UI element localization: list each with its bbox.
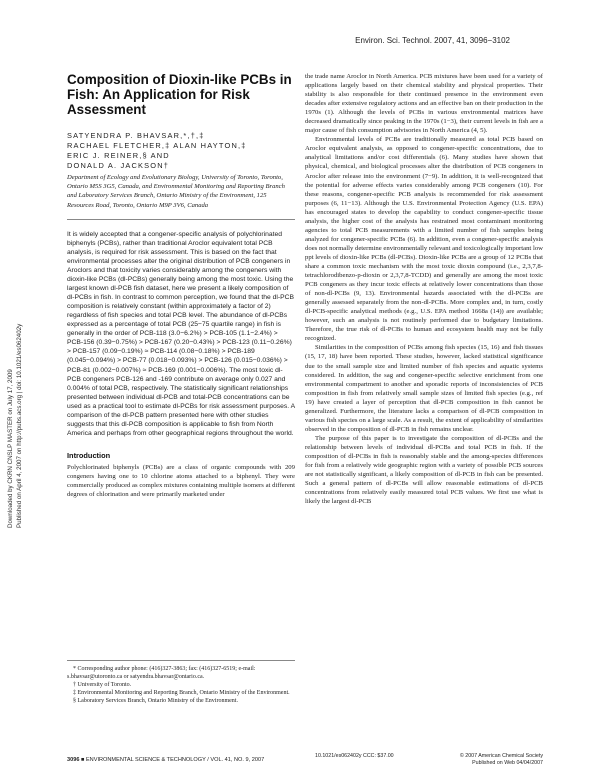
footnote-affil-1: † University of Toronto. (73, 682, 132, 688)
author-line: RACHAEL FLETCHER,‡ ALAN HAYTON,‡ (67, 141, 247, 150)
body-paragraph: Similarities in the composition of PCBs among fish species (15, 16) and fish tissues (15, 17, 18) have been reported. These studies, however, lacked statistical significance due to the small sample size and limited number of fish species and aquatic systems considered. In addition, the sag and congener-specific selective enrichment from one environmental compartment to another and sporadic reports of inconsistencies of PCB composition in fish from relatively small sample sizes of limited fish species (e.g., ref 19) have created a layer of perception that dl-PCB composition in fish cannot be generalized. Furthermore, the literature lacks a comparison of dl-PCB composition in various fish species on a large scale. As a result, the extent of applicability of similarities observed in the composition of dl-PCB in fish remains unclear. (305, 344, 543, 433)
affiliation: Department of Ecology and Evolutionary Biology, University of Toronto, Toronto, Ontario M5S 3G5, Canada, and Environmental Monitoring and Reporting Branch and Laboratory Services Branch, Ontario Ministry of the Environment, 125 Resources Road, Toronto, Ontario M9P 3V6, Canada (67, 174, 285, 209)
section-heading-introduction: Introduction (67, 450, 111, 460)
copyright: © 2007 American Chemical Society (459, 753, 543, 759)
page-number: 3096 (67, 757, 80, 763)
footnote-corresponding: * Corresponding author phone: (416)327-3863; fax: (416)327-6519; e-mail: s.bhavsar@utoronto.ca or satyendra.bhavsar@ontario.ca. (67, 666, 256, 680)
pub-date: Published on Web 04/04/2007 (472, 760, 543, 766)
journal-header: Environ. Sci. Technol. 2007, 41, 3096−3102 (355, 36, 510, 45)
journal-info: ■ ENVIRONMENTAL SCIENCE & TECHNOLOGY / VOL. 41, NO. 9, 2007 (81, 757, 265, 763)
article-title: Composition of Dioxin-like PCBs in Fish: An Application for Risk Assessment (67, 72, 292, 117)
author-line: DONALD A. JACKSON† (67, 161, 170, 170)
footnote-affil-2: ‡ Environmental Monitoring and Reporting Branch, Ontario Ministry of the Environment. (73, 690, 290, 696)
footnote-affil-3: § Laboratory Services Branch, Ontario Ministry of the Environment. (73, 698, 238, 704)
publication-footer (315, 753, 543, 767)
page-footer (67, 757, 264, 763)
body-paragraph: The purpose of this paper is to investigate the composition of dl-PCBs and the relationship between levels of individual dl-PCBs and total PCB in fish. If the composition of dl-PCBs in fish is reasonably stable and the among-species differences for fish from a relatively wide geographic region with a variety of possible PCB sources are not statistically significant, a likely composition of dl-PCB in fish can be presented. Such a general pattern of dl-PCBs will allow reasonable estimations of dl-PCB concentrations from relatively easily measured total PCB values. We first use what is likely the largest dl-PCB (305, 434, 543, 506)
download-line: Downloaded by CKRN CNSLP MASTER on July 17, 2009 (7, 369, 14, 528)
author-line: SATYENDRA P. BHAVSAR,*,†,‡ (67, 131, 205, 140)
body-paragraph: the trade name Aroclor in North America. PCB mixtures have been used for a variety of applications largely based on their chemical stability and physical properties. Their stability is also responsible for their continued presence in the environment even decades after extensive regulatory actions and an effective ban on their production in the 1970s (1). Although the levels of PCBs in various environmental matrices have decreased dramatically since peaking in the 1970s (1−3), their current levels in fish are a major cause of fish consumption advisories in North America (4, 5). (305, 73, 543, 135)
doi: 10.1021/es062402y CCC: $37.00 (315, 753, 394, 759)
divider (67, 219, 295, 220)
abstract: It is widely accepted that a congener-specific analysis of polychlorinated biphenyls (PCBs), rather than traditional Aroclor equivalent total PCB analysis, is required for risk assessment. This is based on the fact that environmental processes alter the original distribution of PCB congeners in Aroclors and that toxicity varies considerably among the congeners with dioxin-like PCBs (dl-PCBs) generally being among the most toxic. Using the largest known dl-PCB fish dataset, here we present a likely composition of dl-PCBs in fish. In contrast to common perception, we found that the dl-PCB composition is relatively constant (within approximately a factor of 2) regardless of fish species and total PCB level. The abundance of dl-PCBs expressed as a percentage of total PCB (25−75 quartile range) in fish is generally in the order of PCB-118 (3.0−6.2%) > PCB-105 (1.1−2.4%) > PCB-156 (0.39−0.75%) > PCB-167 (0.20−0.43%) > PCB-123 (0.11−0.26%) > PCB-157 (0.09−0.19%) ≈ PCB-114 (0.08−0.18%) > PCB-189 (0.045−0.094%) > PCB-77 (0.018−0.093%) > PCB-126 (0.015−0.036%) > PCB-81 (0.002−0.007%) ≈ PCB-169 (0.001−0.006%). The most toxic dl-PCB congeners PCB-126 and -169 contribute on average only 0.027 and 0.004% of total PCB, respectively. The statistically significant relationships presented between individual dl-PCB and total-PCB concentrations can be used as a practical tool to estimate dl-PCBs for risk assessment purposes. A comparison of the dl-PCB pattern presented here with other studies suggests that this dl-PCB composition is applicable to fish from North America and perhaps from other geographical regions throughout the world. (67, 230, 295, 437)
footnotes (67, 660, 295, 705)
author-list (67, 131, 295, 171)
left-column (67, 72, 295, 499)
intro-paragraph: Polychlorinated biphenyls (PCBs) are a class of organic compounds with 209 congeners having one to 10 chlorine atoms attached to a biphenyl. They were commercially produced as complex mixtures containing multiple isomers at different degrees of chlorination and were primarily marketed under (67, 463, 295, 499)
download-side-note (6, 308, 30, 528)
author-line: ERIC J. REINER,§ AND (67, 151, 170, 160)
body-paragraph: Environmental levels of PCBs are traditionally measured as total PCB based on Aroclor equivalent analysis, as opposed to congener-specific concentrations, due to analytical limitations and/or cost differentials (6). Many studies have shown that physical, chemical, and biological processes alter the distribution of PCB congeners in Aroclor after release into the environment (7−9). In addition, it is well-recognized that the potential for adverse effects varies considerably among PCB congeners (10). For these reasons, congener-specific PCB analysis is recommended for risk assessment purposes (6, 11−13). Although the U.S. Environmental Protection Agency (U.S. EPA) has encouraged states to develop the capability to conduct congener-specific tissue analysis, the higher cost of the analysis has restrained most contaminant monitoring agencies to total PCB measurements with a limited number of fish samples being analyzed for congener-specific PCBs (6). In addition, even a congener-specific analysis does not normally determine environmentally relevant and toxicologically important low ppt levels of dioxin-like PCBs (dl-PCBs). Dioxin-like PCBs are a group of 12 PCBs that share a common toxic mechanism with the most toxic dioxin compound (i.e., 2,3,7,8-tetrachlorodibenzo-p-dioxin or 2,3,7,8-TCDD) and generally are among the most toxic PCB congeners as they incur toxic effects at relatively lower concentrations than those of non-dl-PCBs (9, 13). Environmental hazards associated with the dl-PCBs are generally assessed separately from the non-dl-PCBs. More complex and, in turn, costly dl-PCB-specific analytical methods (e.g., U.S. EPA method 1668a (14)) are available; however, such an analysis is not routinely performed due to budgetary limitations. Therefore, the true risk of dl-PCBs to human and ecosystem health may not be fully recognized. (305, 136, 543, 343)
publish-line: Published on April 4, 2007 on http://pubs.acs.org | doi: 10.1021/es062402y (16, 323, 23, 528)
right-column (305, 72, 543, 506)
